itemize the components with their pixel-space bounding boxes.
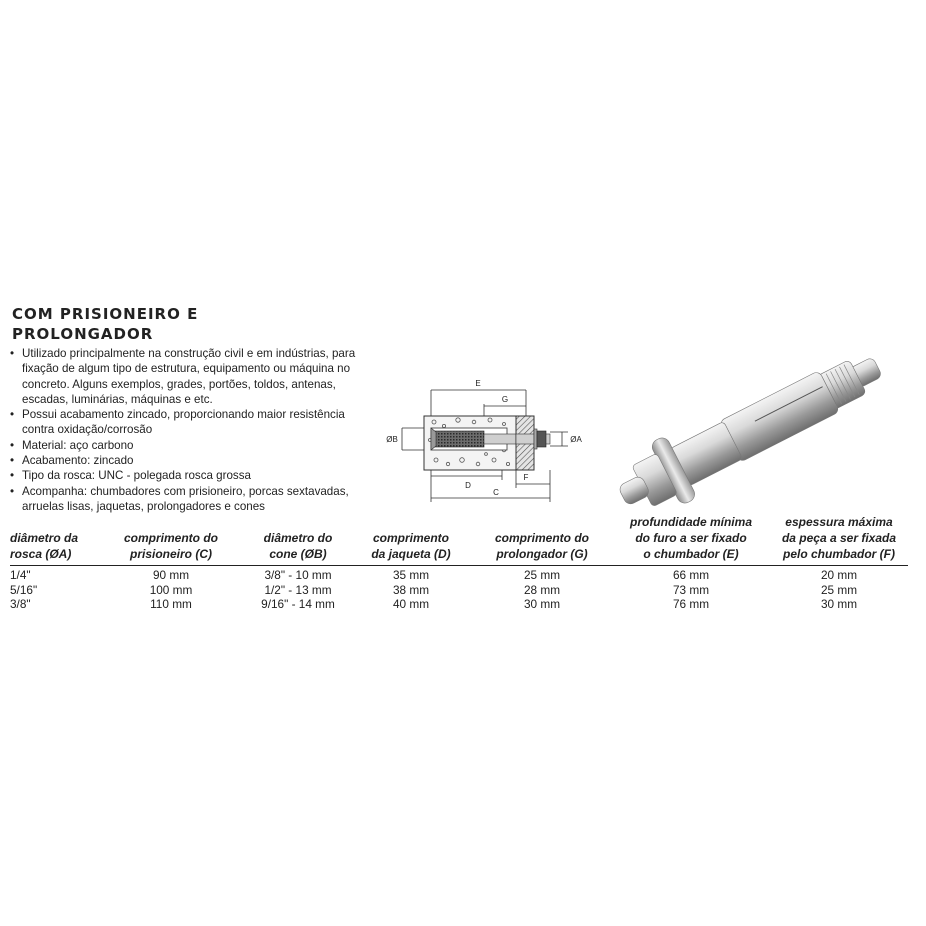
feature-item: • Possui acabamento zincado, proporcionando maior resistência contra oxidação/corrosão [8, 407, 378, 438]
table-cell: 100 mm [149, 582, 193, 597]
table-cell: 35 mm [392, 568, 430, 582]
table-cell: 76 mm [672, 597, 710, 611]
table-cell: 40 mm [392, 597, 430, 611]
table-cell: 30 mm [820, 597, 858, 611]
title-line-2: PROLONGADOR [12, 325, 154, 343]
table-cell: 3/8" [10, 597, 31, 611]
label-ob: ØB [386, 435, 398, 444]
table-row [10, 597, 908, 612]
label-e: E [475, 379, 481, 388]
table-cell: 90 mm [152, 568, 190, 582]
header-profundidade-minima: profundidade mínima do furo a ser fixado o chumbador (E) [612, 514, 770, 566]
table-header-row [10, 514, 908, 566]
title-line-1: COM PRISIONEIRO E [12, 305, 199, 323]
label-d: D [465, 481, 471, 490]
product-title [12, 304, 332, 344]
table-cell: 5/16" [10, 582, 38, 597]
label-oa: ØA [570, 435, 582, 444]
label-g: G [501, 395, 509, 404]
anchor-technical-diagram [378, 376, 590, 508]
table-cell: 38 mm [392, 582, 430, 597]
feature-list [8, 346, 378, 514]
table-cell: 25 mm [820, 582, 858, 597]
table-cell: 3/8" - 10 mm [264, 568, 332, 582]
table-cell: 20 mm [820, 568, 858, 582]
table-cell: 1/4" [10, 568, 31, 582]
table-cell: 110 mm [150, 597, 192, 611]
table-cell: 25 mm [523, 568, 561, 582]
feature-item: • Material: aço carbono [8, 438, 378, 453]
feature-item: • Tipo da rosca: UNC - polegada rosca grossa [8, 468, 378, 483]
table-row [10, 566, 908, 583]
label-c: C [493, 488, 499, 497]
header-comprimento-prisioneiro: comprimento do prisioneiro (C) [96, 514, 246, 566]
feature-item: • Utilizado principalmente na construção civil e em indústrias, para fixação de algum tipo de estrutura, equipamento ou máquina no concreto. Alguns exemplos, grades, portões, toldos, antenas, escadas, luminárias, máquinas e etc. [8, 346, 378, 407]
table-row [10, 583, 908, 598]
anchor-product-image [598, 326, 926, 526]
table-cell: 9/16" - 14 mm [261, 597, 335, 611]
header-comprimento-prolongador: comprimento do prolongador (G) [472, 514, 612, 566]
header-comprimento-jaqueta: comprimento da jaqueta (D) [350, 514, 472, 566]
table-cell: 30 mm [523, 597, 561, 611]
header-diametro-cone: diâmetro do cone (ØB) [246, 514, 350, 566]
specifications-table [10, 514, 908, 612]
label-f: F [523, 473, 529, 482]
header-espessura-maxima: espessura máxima da peça a ser fixada pelo chumbador (F) [770, 514, 908, 566]
feature-item: • Acompanha: chumbadores com prisioneiro, porcas sextavadas, arruelas lisas, jaquetas, prolongadores e cones [8, 484, 378, 515]
table-cell: 28 mm [523, 582, 561, 597]
table-cell: 73 mm [672, 582, 710, 597]
header-diametro-rosca: diâmetro da rosca (ØA) [10, 514, 96, 566]
table-cell: 1/2" - 13 mm [264, 582, 332, 597]
table-cell: 66 mm [672, 568, 710, 582]
feature-item: • Acabamento: zincado [8, 453, 378, 468]
